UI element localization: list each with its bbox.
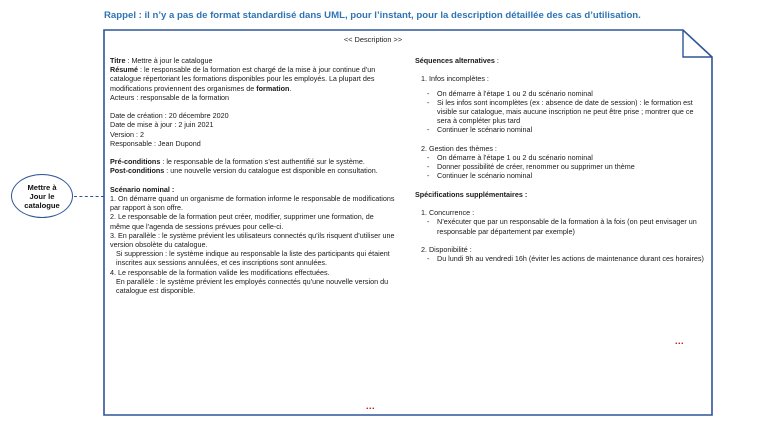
use-case-oval[interactable] [11,174,73,218]
postconditions-label: Post-conditions [110,166,165,176]
actors-line: Acteurs : responsable de la formation [110,92,230,102]
owner-line: Responsable : Jean Dupond [110,138,201,148]
summary-bold-end: formation [256,83,290,93]
spec-2-title: 2. Disponibilité : [421,244,472,254]
version-line: Version : 2 [110,129,144,139]
title-label: Titre [110,56,126,65]
dashed-connector [74,196,104,197]
scenario-step: 4. Le responsable de la formation valide les modifications effectuées. [110,267,330,277]
alternative-1-title: 1. Infos incomplètes : [421,74,489,84]
summary-label: Résumé [110,65,138,75]
scenario-step: 3. En parallèle : le système prévient les utilisateurs connectés qu’ils risquent d’utiliser une version obsolète du catalogue. [110,230,395,250]
spec-2-item: - Du lundi 9h au vendredi 16h (éviter les actions de maintenance durant ces horaires) [415,254,705,263]
specifications-title: Spécifications supplémentaires : [415,189,528,199]
scenario-step: En parallèle : le système prévient les employés connectés qu’une nouvelle version du catalogue est disponible. [116,276,389,296]
scenario-step: Si suppression : le système indique au responsable la liste des participants qui étaient inscrites aux sessions annulées, et ces inscriptions sont annulées. [116,249,390,268]
spec-1-title: 1. Concurrence : [421,208,475,218]
update-date: Date de mise à jour : 2 juin 2021 [110,120,214,130]
scenario-step: 2. Le responsable de la formation peut créer, modifier, supprimer une formation, de même que l’agenda de sessions prévues pour celle-ci. [110,212,374,231]
creation-date: Date de création : 20 décembre 2020 [110,111,229,121]
spec-1-item: - N’exécuter que par un responsable de la formation à la fois (on peut envisager un responsable par département par exemple) [415,217,705,235]
alternative-1-item: - Continuer le scénario nominal [415,125,705,134]
description-note [103,29,713,416]
preconditions-value: : le responsable de la formation s’est authentifié sur le système. [160,157,365,167]
alternative-2-item: - Continuer le scénario nominal [415,171,705,180]
alternatives-title-line [415,56,705,65]
alternative-2-item: - Donner possibilité de créer, renommer ou supprimer un thème [415,162,705,171]
scenario-step: 1. On démarre quand un organisme de formation informe le responsable de modifications par rapport à son offre. [110,194,395,213]
summary-value: : le responsable de la formation est chargé de la mise à jour continue d’un catalogue répertoriant les formations disponibles pour les employés. La plupart des modifications proviennent des organismes de [110,65,376,93]
alternative-2-item: - On démarre à l’étape 1 ou 2 du scénario nominal [415,153,705,162]
summary-end: . [289,83,292,93]
scenario-title: Scénario nominal : [110,184,175,194]
alternative-1-item: - Si les infos sont incomplètes (ex : absence de date de session) : le formation est visible sur catalogue, mais aucune inscription ne peut être prise ; montrer que ce sera à compléter plus tard [415,98,705,126]
description-right-column [415,56,705,263]
description-left-column [110,56,395,295]
note-stereotype: << Description >> [343,35,403,44]
use-case-label: Mettre à Jour le catalogue [24,182,60,210]
alternative-2-title: 2. Gestion des thèmes : [421,143,497,153]
right-continuation-ellipsis: ... [675,336,685,346]
title-line [110,56,395,65]
alternatives-title-suffix: : [494,56,499,65]
postconditions-value: : une nouvelle version du catalogue est disponible en consultation. [164,166,378,176]
preconditions-label: Pré-conditions [110,157,161,167]
title-value: : Mettre à jour le catalogue [125,56,213,65]
left-continuation-ellipsis: ... [366,401,376,411]
postconditions-line [110,166,395,175]
alternatives-title: Séquences alternatives [415,56,495,65]
preconditions-line [110,157,395,166]
alternative-1-item: - On démarre à l’étape 1 ou 2 du scénario nominal [415,89,705,98]
reminder-banner: Rappel : il n’y a pas de format standardisé dans UML, pour l’instant, pour la description détaillée des cas d’utilisation. [104,10,641,21]
summary-line [110,65,395,93]
